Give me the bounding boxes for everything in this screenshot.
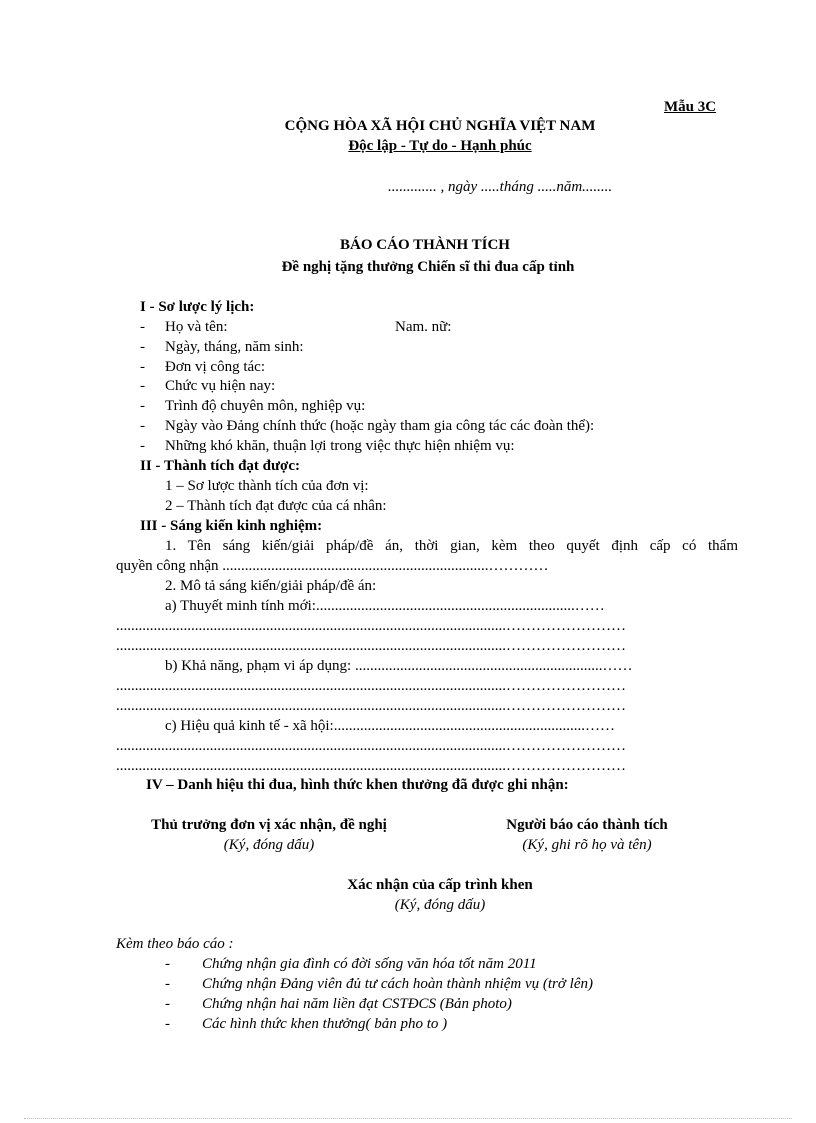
- bullet-dash: -: [165, 996, 170, 1012]
- list-item-text: Những khó khăn, thuận lợi trong việc thực hiện nhiệm vụ:: [165, 438, 515, 454]
- attachments-heading: Kèm theo báo cáo :: [116, 936, 234, 952]
- dotted-fill-line: ........................................................................................................……………………: [116, 758, 626, 774]
- gender-label: Nam. nữ:: [395, 319, 452, 335]
- section3-heading: III - Sáng kiến kinh nghiệm:: [140, 518, 323, 534]
- page-bottom-divider: [24, 1118, 792, 1119]
- list-item: [0, 318, 816, 336]
- bullet-dash: -: [140, 359, 145, 375]
- initiative-name-line2: quyền công nhận .......................................................................…………: [116, 558, 549, 574]
- dotted-fill-line: ........................................................................................................……………………: [116, 738, 626, 754]
- approval-note: (Ký, đóng dấu): [394, 897, 486, 913]
- section2-item-2: 2 – Thành tích đạt được của cá nhân:: [165, 498, 387, 514]
- bullet-dash: -: [165, 1016, 170, 1032]
- list-item: [0, 417, 816, 435]
- list-item: [0, 397, 816, 415]
- attachment-text: Chứng nhận hai năm liền đạt CSTĐCS (Bản photo): [202, 996, 512, 1012]
- signature-left-note: (Ký, đóng dấu): [223, 837, 315, 853]
- bullet-dash: -: [140, 418, 145, 434]
- novelty-label: a) Thuyết minh tính mới:.....................................................................……: [165, 598, 605, 614]
- initiative-description: 2. Mô tả sáng kiến/giải pháp/đề án:: [165, 578, 377, 594]
- section2-item-1: 1 – Sơ lược thành tích của đơn vị:: [165, 478, 369, 494]
- list-item-text: Ngày, tháng, năm sinh:: [165, 339, 304, 355]
- signature-right-title: Người báo cáo thành tích: [506, 817, 668, 833]
- list-item-text: Ngày vào Đảng chính thức (hoặc ngày tham gia công tác các đoàn thể):: [165, 418, 595, 434]
- attachment-text: Các hình thức khen thưởng( bản pho to ): [202, 1016, 448, 1032]
- bullet-dash: -: [140, 438, 145, 454]
- list-item-text: Đơn vị công tác:: [165, 359, 265, 375]
- dotted-fill-line: ........................................................................................................……………………: [116, 678, 626, 694]
- attachment-text: Chứng nhận Đảng viên đủ tư cách hoàn thành nhiệm vụ (trở lên): [202, 976, 593, 992]
- initiative-name-line1: 1. Tên sáng kiến/giải pháp/đề án, thời gian, kèm theo quyết định cấp có thẩm: [165, 538, 738, 554]
- attachment-text: Chứng nhận gia đình có đời sống văn hóa tốt năm 2011: [202, 956, 537, 972]
- bullet-dash: -: [165, 976, 170, 992]
- dotted-fill-line: ........................................................................................................……………………: [116, 698, 626, 714]
- signature-left-title: Thủ trưởng đơn vị xác nhận, đề nghị: [151, 817, 387, 833]
- bullet-dash: -: [140, 319, 145, 335]
- report-title: BÁO CÁO THÀNH TÍCH: [340, 237, 510, 253]
- section4-heading: IV – Danh hiệu thi đua, hình thức khen thưởng đã được ghi nhận:: [146, 777, 569, 793]
- list-item-text: Họ và tên:: [165, 319, 228, 335]
- report-subtitle: Đề nghị tặng thưởng Chiến sĩ thi đua cấp tỉnh: [281, 259, 575, 275]
- bullet-dash: -: [165, 956, 170, 972]
- list-item-text: Chức vụ hiện nay:: [165, 378, 276, 394]
- attachment-item: [0, 955, 816, 973]
- bullet-dash: -: [140, 378, 145, 394]
- list-item: [0, 338, 816, 356]
- section1-heading: I - Sơ lược lý lịch:: [140, 299, 255, 315]
- list-item: [0, 437, 816, 455]
- applicability-label: b) Khả năng, phạm vi áp dụng: ..................................................................……: [165, 658, 633, 674]
- attachment-item: [0, 975, 816, 993]
- efficiency-label: c) Hiệu quả kinh tế - xã hội:...................................................................……: [165, 718, 615, 734]
- list-item: [0, 377, 816, 395]
- signature-right-note: (Ký, ghi rõ họ và tên): [522, 837, 652, 853]
- dotted-fill-line: ........................................................................................................……………………: [116, 618, 626, 634]
- country-name: CỘNG HÒA XÃ HỘI CHỦ NGHĨA VIỆT NAM: [284, 118, 596, 134]
- approval-title: Xác nhận của cấp trình khen: [347, 877, 533, 893]
- date-line: ............. , ngày .....tháng .....năm........: [388, 179, 613, 195]
- bullet-dash: -: [140, 339, 145, 355]
- bullet-dash: -: [140, 398, 145, 414]
- attachment-item: [0, 995, 816, 1013]
- section2-heading: II - Thành tích đạt được:: [140, 458, 300, 474]
- list-item: [0, 358, 816, 376]
- form-code: Mẫu 3C: [664, 99, 717, 115]
- attachment-item: [0, 1015, 816, 1033]
- motto: Độc lập - Tự do - Hạnh phúc: [348, 138, 532, 154]
- list-item-text: Trình độ chuyên môn, nghiệp vụ:: [165, 398, 366, 414]
- dotted-fill-line: ........................................................................................................……………………: [116, 638, 626, 654]
